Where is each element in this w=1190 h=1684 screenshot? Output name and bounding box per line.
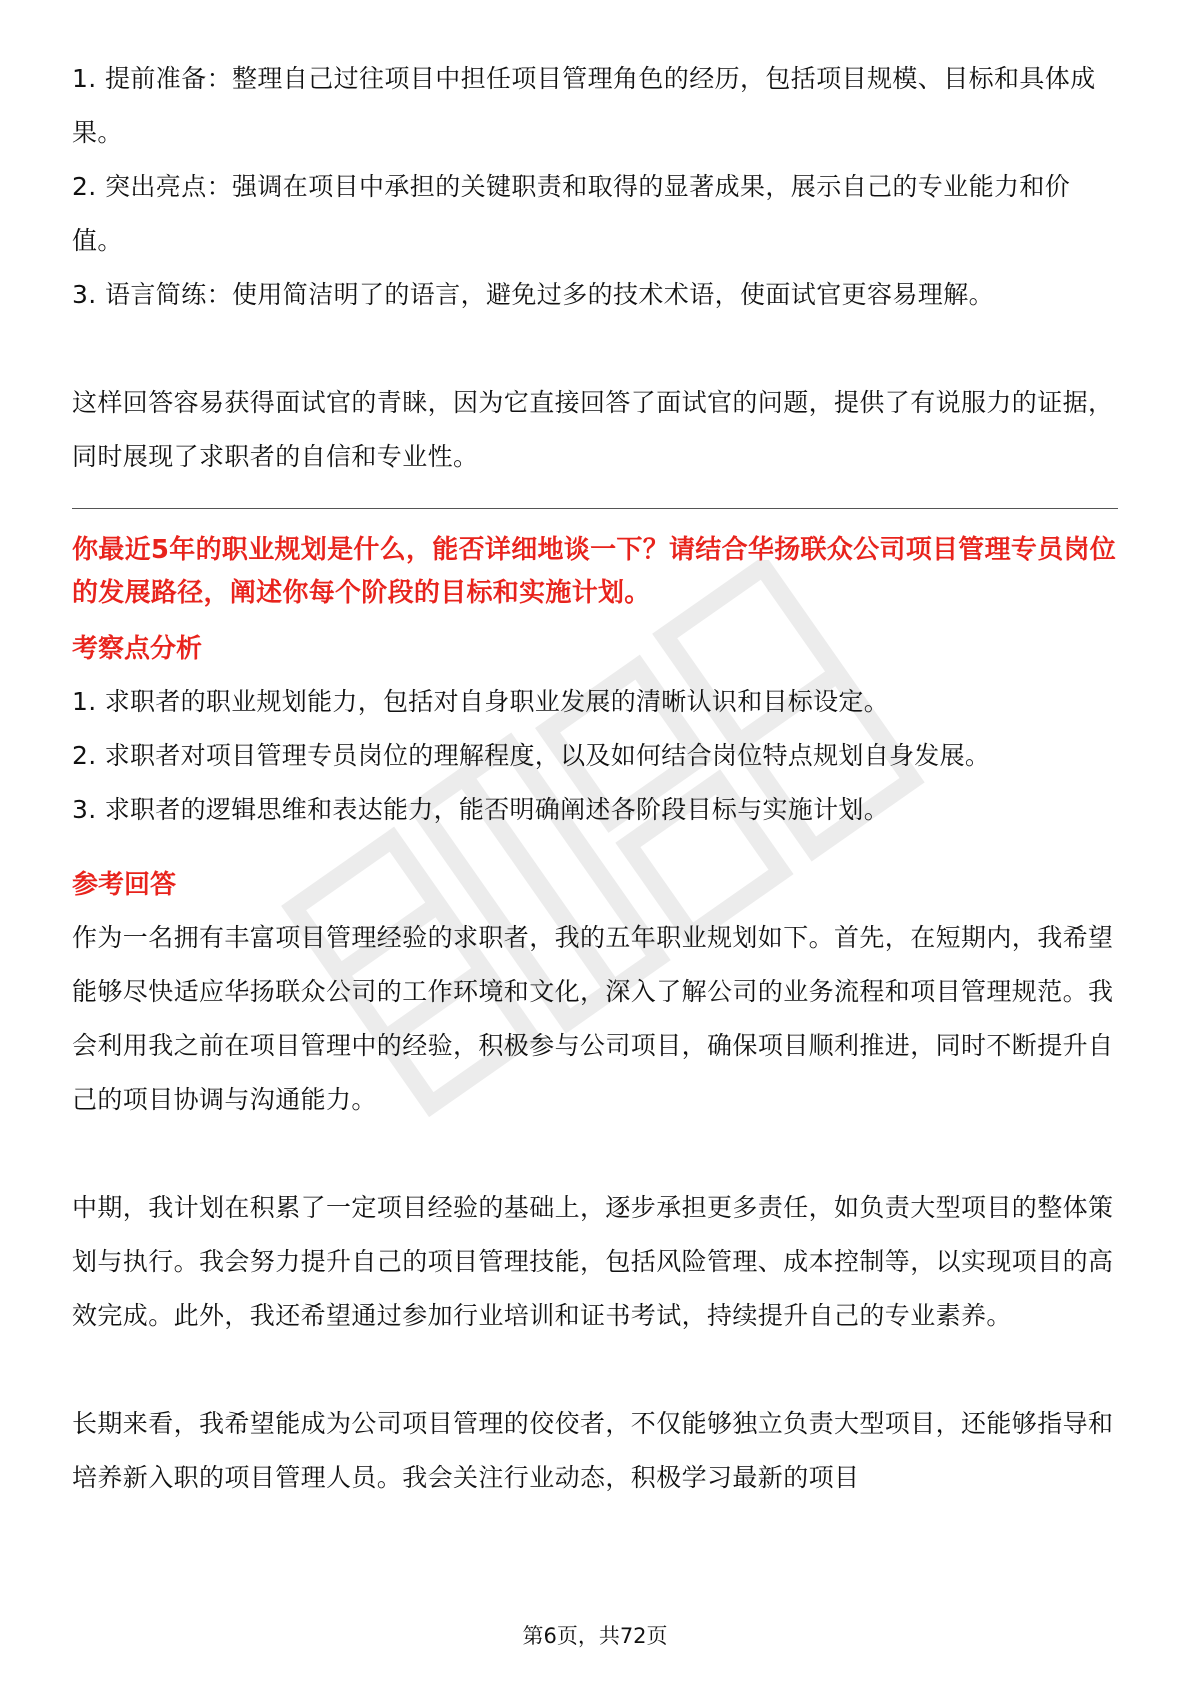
analysis-item-3: 3. 求职者的逻辑思维和表达能力，能否明确阐述各阶段目标与实施计划。 bbox=[72, 795, 890, 824]
question-heading: 你最近5年的职业规划是什么，能否详细地谈一下？请结合华扬联众公司项目管理专员岗位的发展路径，阐述你每个阶段的目标和实施计划。 bbox=[72, 535, 1117, 608]
answer-paragraph-1: 作为一名拥有丰富项目管理经验的求职者，我的五年职业规划如下。首先，在短期内，我希望能够尽快适应华扬联众公司的工作环境和文化，深入了解公司的业务流程和项目管理规范。我会利用我之前在项目管理中的经验，积极参与公司项目，确保项目顺利推进，同时不断提升自己的项目协调与沟通能力。 bbox=[72, 923, 1114, 1114]
intro-list bbox=[72, 52, 1118, 322]
analysis-list bbox=[72, 675, 1118, 837]
document-content bbox=[72, 52, 1118, 1505]
page-footer: 第6页，共72页 bbox=[522, 1624, 668, 1648]
answer-paragraph-3: 长期来看，我希望能成为公司项目管理的佼佼者，不仅能够独立负责大型项目，还能够指导和培养新入职的项目管理人员。我会关注行业动态，积极学习最新的项目 bbox=[72, 1409, 1114, 1492]
analysis-item-2: 2. 求职者对项目管理专员岗位的理解程度，以及如何结合岗位特点规划自身发展。 bbox=[72, 741, 991, 770]
summary-paragraph: 这样回答容易获得面试官的青睐，因为它直接回答了面试官的问题，提供了有说服力的证据，同时展现了求职者的自信和专业性。 bbox=[72, 388, 1114, 471]
analysis-item-1: 1. 求职者的职业规划能力，包括对自身职业发展的清晰认识和目标设定。 bbox=[72, 687, 890, 716]
section-divider bbox=[72, 508, 1118, 509]
intro-item-3: 3. 语言简练：使用简洁明了的语言，避免过多的技术术语，使面试官更容易理解。 bbox=[72, 280, 995, 309]
analysis-title: 考察点分析 bbox=[72, 634, 203, 664]
answer-title: 参考回答 bbox=[72, 870, 177, 900]
answer-paragraph-2: 中期，我计划在积累了一定项目经验的基础上，逐步承担更多责任，如负责大型项目的整体策划与执行。我会努力提升自己的项目管理技能，包括风险管理、成本控制等，以实现项目的高效完成。此外，我还希望通过参加行业培训和证书考试，持续提升自己的专业素养。 bbox=[72, 1193, 1114, 1330]
intro-item-2: 2. 突出亮点：强调在项目中承担的关键职责和取得的显著成果，展示自己的专业能力和价值。 bbox=[72, 172, 1071, 255]
intro-item-1: 1. 提前准备：整理自己过往项目中担任项目管理角色的经历，包括项目规模、目标和具体成果。 bbox=[72, 64, 1096, 147]
